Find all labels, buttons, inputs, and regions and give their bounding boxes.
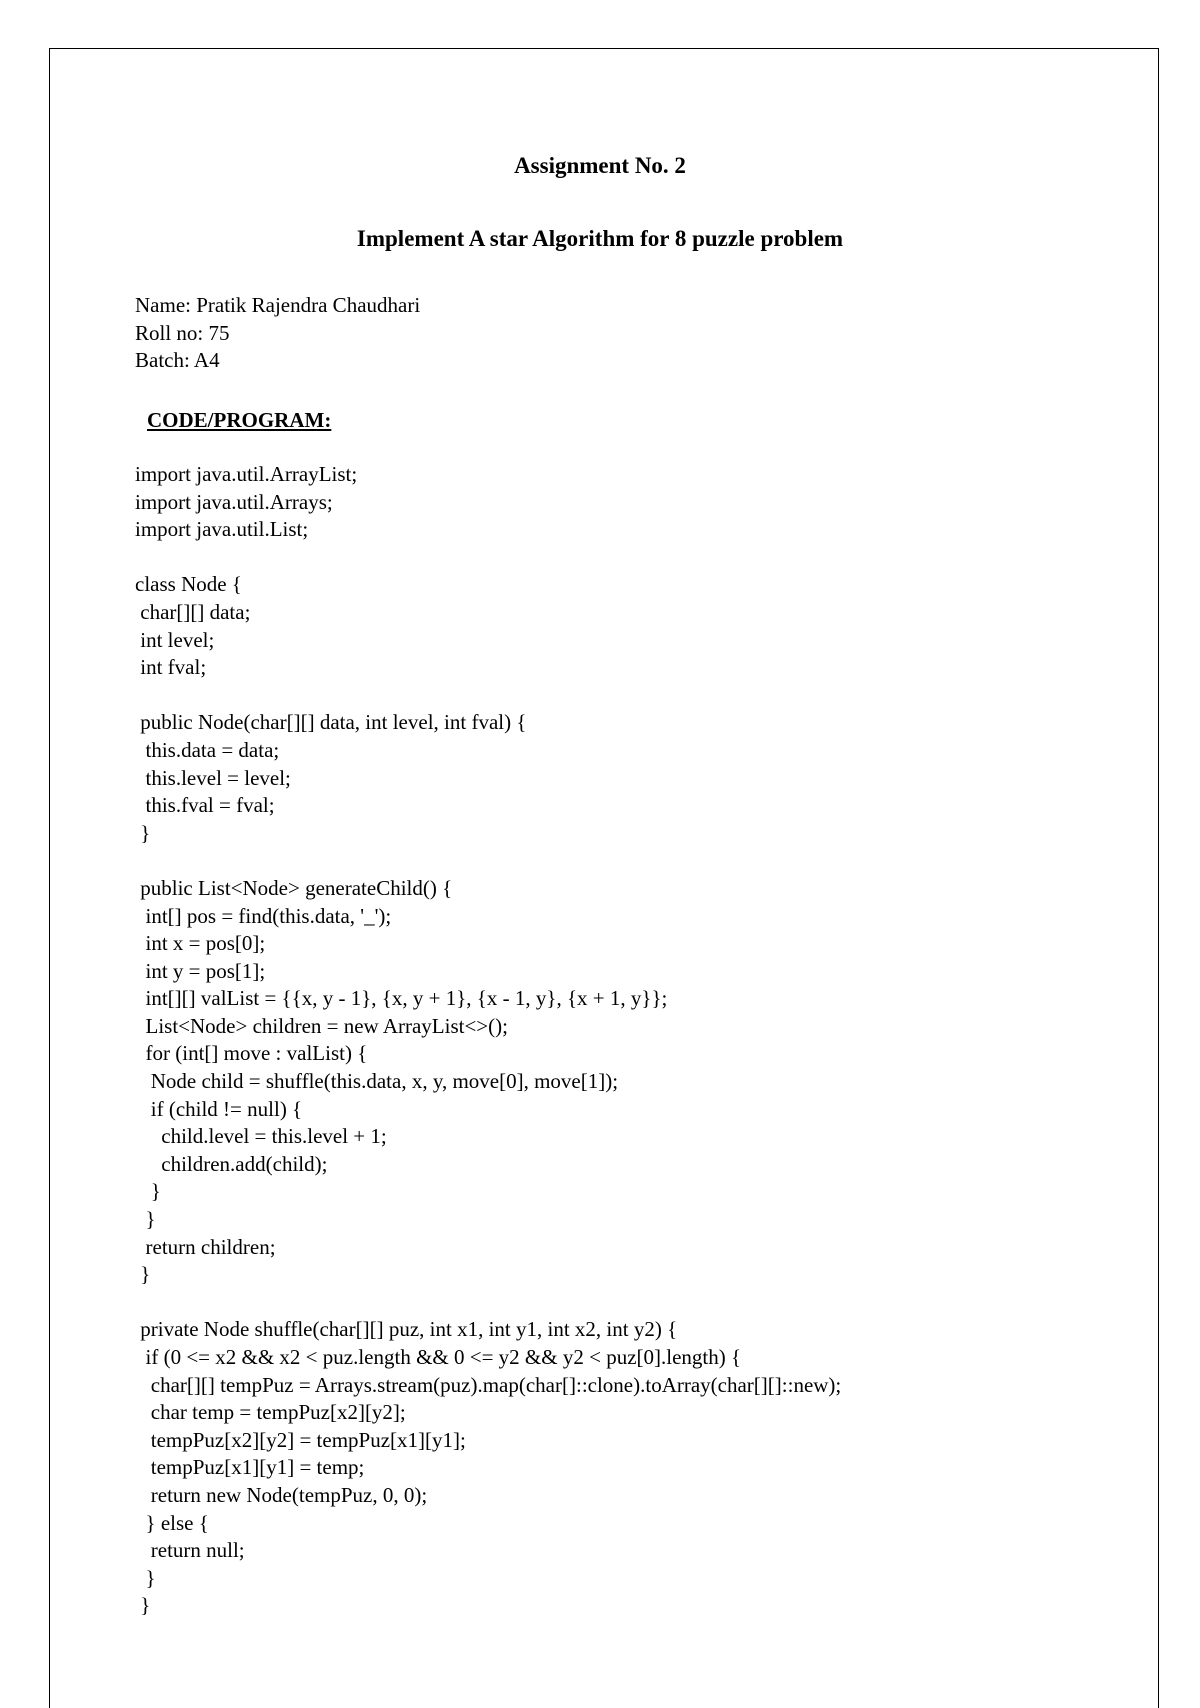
code-line: int x = pos[0]; [135,931,266,956]
code-line: this.level = level; [135,765,291,790]
code-line [135,1289,841,1317]
code-line: int fval; [135,655,207,680]
code-line: import java.util.Arrays; [135,489,333,514]
code-line [135,544,841,572]
code-line: class Node { [135,572,242,597]
code-line: if (0 <= x2 && x2 < puz.length && 0 <= y2 && y2 < puz[0].length) { [135,1345,742,1369]
code-line: children.add(child); [135,1151,328,1176]
code-line: for (int[] move : valList) { [135,1041,368,1066]
assignment-subtitle: Implement A star Algorithm for 8 puzzle problem [356,226,844,251]
code-line: public Node(char[][] data, int level, int fval) { [135,710,527,735]
code-line: int y = pos[1]; [135,958,266,983]
code-line: } [135,1565,156,1590]
code-line: List<Node> children = new ArrayList<>(); [135,1013,508,1038]
code-line: Node child = shuffle(this.data, x, y, move[0], move[1]); [135,1069,619,1094]
code-line: this.fval = fval; [135,793,275,818]
assignment-title: Assignment No. 2 [514,153,686,178]
code-line: char[][] tempPuz = Arrays.stream(puz).map(char[]::clone).toArray(char[][]::new); [135,1372,842,1397]
code-line: tempPuz[x1][y1] = temp; [135,1455,365,1480]
code-line: if (child != null) { [135,1096,303,1121]
code-line: } [135,820,151,845]
student-info [135,292,420,375]
code-line: this.data = data; [135,737,280,762]
code-line: private Node shuffle(char[][] puz, int x1, int y1, int x2, int y2) { [135,1317,678,1342]
code-line: child.level = this.level + 1; [135,1124,387,1149]
code-line: public List<Node> generateChild() { [135,875,453,900]
code-line [135,847,841,875]
batch: Batch: A4 [135,348,220,372]
code-line: return new Node(tempPuz, 0, 0); [135,1482,428,1507]
code-line: } [135,1207,156,1232]
code-line: int[][] valList = {{x, y - 1}, {x, y + 1}, {x - 1, y}, {x + 1, y}}; [135,986,668,1011]
code-line: tempPuz[x2][y2] = tempPuz[x1][y1]; [135,1427,466,1452]
code-line [135,682,841,710]
student-name: Name: Pratik Rajendra Chaudhari [135,293,421,317]
code-line: int[] pos = find(this.data, '_'); [135,903,392,928]
code-line: } [135,1179,161,1204]
code-block [135,461,841,1620]
code-line: char temp = tempPuz[x2][y2]; [135,1400,406,1425]
code-line: return children; [135,1234,276,1259]
code-line: } [135,1262,151,1287]
code-line: char[][] data; [135,599,251,624]
code-line: } else { [135,1510,209,1535]
roll-number: Roll no: 75 [135,320,230,345]
code-line: return null; [135,1538,245,1563]
code-line: } [135,1593,151,1618]
code-line: import java.util.ArrayList; [135,462,358,486]
section-heading: CODE/PROGRAM: [147,408,332,432]
code-line: import java.util.List; [135,517,309,542]
code-line: int level; [135,627,215,652]
